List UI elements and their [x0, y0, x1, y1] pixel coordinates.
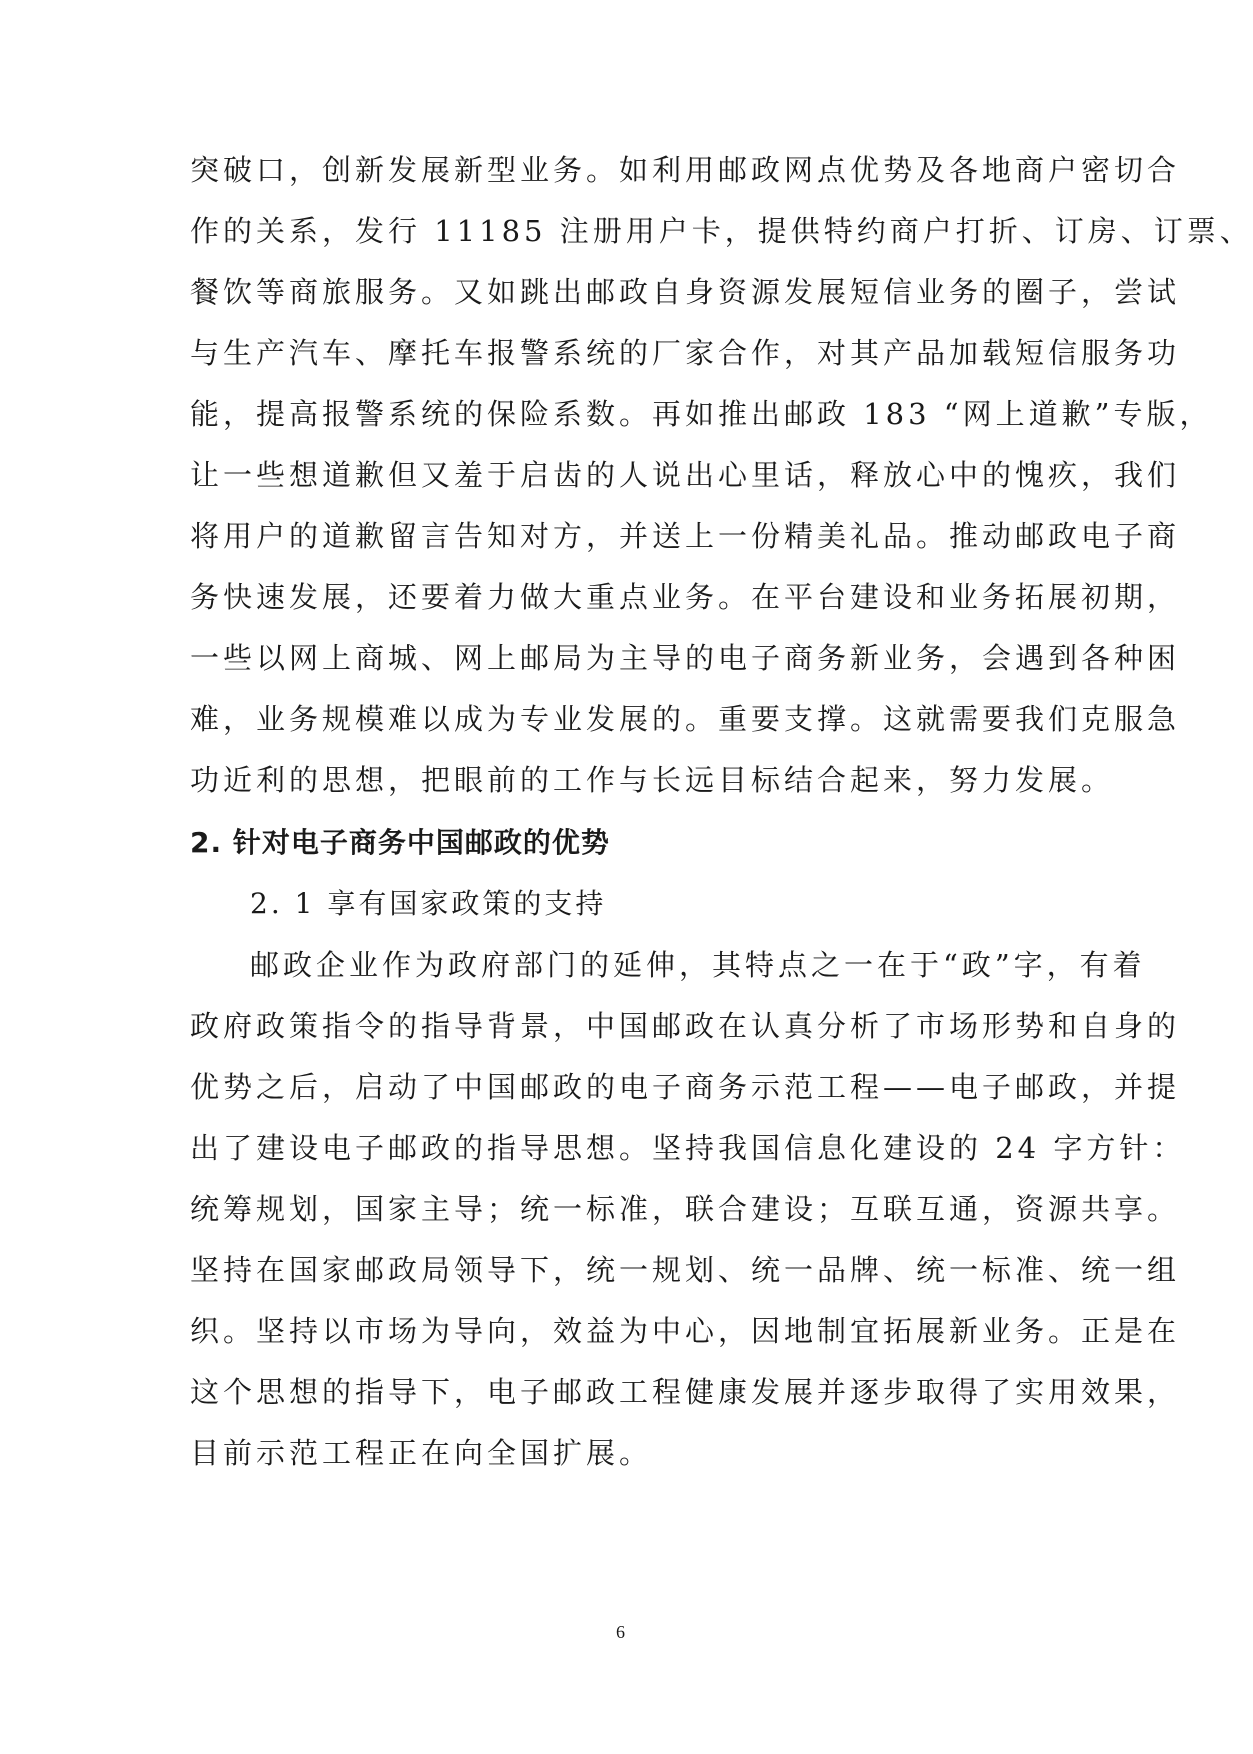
paragraph-line: 功近利的思想，把眼前的工作与长远目标结合起来，努力发展。: [190, 763, 1115, 797]
paragraph-line: 餐饮等商旅服务。又如跳出邮政自身资源发展短信业务的圈子，尝试: [190, 275, 1181, 309]
paragraph-line: 一些以网上商城、网上邮局为主导的电子商务新业务，会遇到各种困: [190, 641, 1181, 675]
paragraph-line: 将用户的道歉留言告知对方，并送上一份精美礼品。推动邮政电子商: [190, 519, 1181, 553]
paragraph-line: 让一些想道歉但又羞于启齿的人说出心里话，释放心中的愧疚，我们: [190, 458, 1181, 492]
paragraph-line: 优势之后，启动了中国邮政的电子商务示范工程——电子邮政，并提: [190, 1070, 1181, 1104]
page-number: 6: [616, 1622, 625, 1642]
paragraph-line: 织。坚持以市场为导向，效益为中心，因地制宜拓展新业务。正是在: [190, 1314, 1181, 1348]
section-heading: 2. 针对电子商务中国邮政的优势: [190, 826, 610, 859]
paragraph-line: 作的关系，发行 11185 注册用户卡，提供特约商户打折、订房、订票、: [190, 214, 1253, 248]
paragraph-line: 难，业务规模难以成为专业发展的。重要支撑。这就需要我们克服急: [190, 702, 1181, 736]
paragraph-line: 目前示范工程正在向全国扩展。: [190, 1436, 653, 1470]
paragraph-line: 政府政策指令的指导背景，中国邮政在认真分析了市场形势和自身的: [190, 1009, 1181, 1043]
paragraph-line: 能，提高报警系统的保险系数。再如推出邮政 183 “网上道歉”专版，: [190, 397, 1213, 431]
paragraph-line: 这个思想的指导下，电子邮政工程健康发展并逐步取得了实用效果，: [190, 1375, 1181, 1409]
subsection-heading: 2. 1 享有国家政策的支持: [250, 887, 607, 920]
paragraph-line: 务快速发展，还要着力做大重点业务。在平台建设和业务拓展初期，: [190, 580, 1181, 614]
paragraph-line: 邮政企业作为政府部门的延伸，其特点之一在于“政”字，有着: [250, 948, 1146, 982]
paragraph-line: 与生产汽车、摩托车报警系统的厂家合作，对其产品加载短信服务功: [190, 336, 1181, 370]
paragraph-line: 坚持在国家邮政局领导下，统一规划、统一品牌、统一标准、统一组: [190, 1253, 1181, 1287]
paragraph-line: 突破口，创新发展新型业务。如利用邮政网点优势及各地商户密切合: [190, 153, 1181, 187]
paragraph-line: 统筹规划，国家主导；统一标准，联合建设；互联互通，资源共享。: [190, 1192, 1181, 1226]
paragraph-line: 出了建设电子邮政的指导思想。坚持我国信息化建设的 24 字方针：: [190, 1131, 1186, 1165]
